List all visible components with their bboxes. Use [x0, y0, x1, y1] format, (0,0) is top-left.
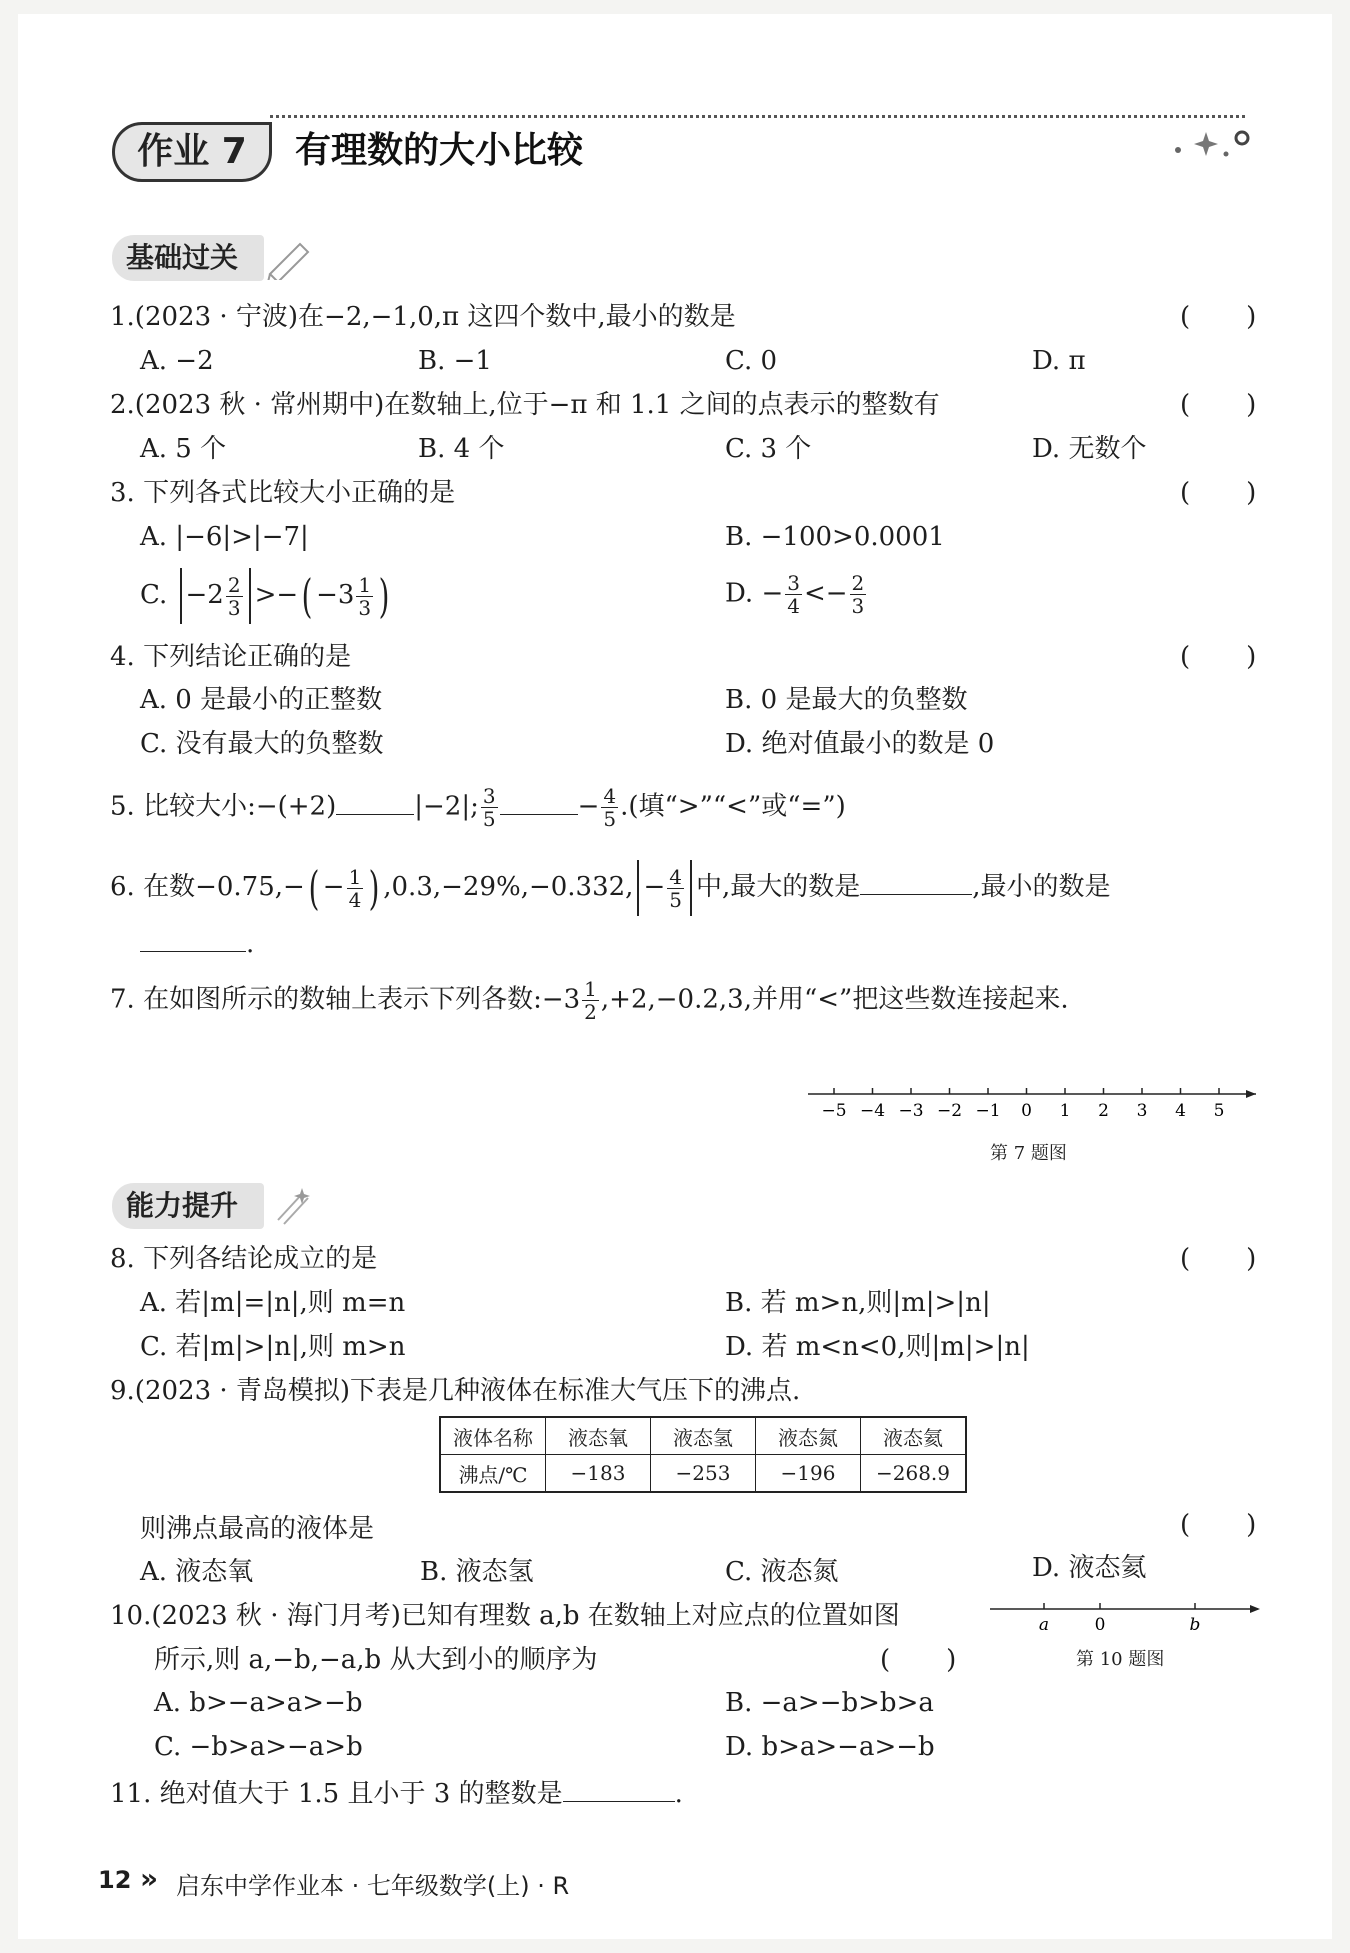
q3-option-b[interactable]: B. −100>0.0001	[725, 522, 945, 552]
q10-option-b[interactable]: B. −a>−b>b>a	[725, 1688, 934, 1718]
table-cell: −268.9	[861, 1455, 967, 1493]
number-line-tick-label: 2	[1098, 1101, 1109, 1121]
q6-line-2: .	[140, 925, 254, 961]
q7-number-line[interactable]	[808, 1080, 1268, 1130]
q9-boiling-point-table	[439, 1416, 967, 1493]
number-line-label: a	[1038, 1615, 1050, 1635]
q5-line: 5. 比较大小:−(+2) |−2|; $\frac{3}{5}$ − $\frac{4}{5}$ .(填“>”“<”或“=”)	[110, 784, 846, 831]
page-title: 有理数的大小比较	[295, 130, 584, 171]
q1-option-d[interactable]: D. π	[1032, 346, 1086, 376]
q2-option-a[interactable]: A. 5 个	[140, 434, 227, 464]
q10-caption: 第 10 题图	[1076, 1649, 1165, 1670]
expr: D. −	[725, 578, 784, 609]
q6-blank-max[interactable]	[860, 868, 972, 895]
q8-option-d[interactable]: D. 若 m<n<0,则|m|>|n|	[725, 1332, 1030, 1362]
q2-option-c[interactable]: C. 3 个	[725, 434, 812, 464]
paren-close: )	[1246, 642, 1257, 672]
paren-close: )	[1246, 1510, 1257, 1540]
q8-stem: 8. 下列各结论成立的是	[110, 1244, 378, 1274]
q10-number-line[interactable]	[990, 1598, 1270, 1638]
q4-option-c[interactable]: C. 没有最大的负整数	[140, 729, 384, 759]
expr: −3	[316, 580, 355, 610]
number-line-tick-label: −3	[898, 1101, 924, 1121]
paren-open: (	[1180, 302, 1191, 332]
expr: <−	[803, 578, 848, 609]
q3-answer-paren[interactable]	[1180, 476, 1256, 510]
table-cell: −253	[651, 1455, 756, 1493]
q8-option-b[interactable]: B. 若 m>n,则|m|>|n|	[725, 1288, 991, 1318]
page-number: 12	[98, 1866, 132, 1894]
q3-option-a[interactable]: A. |−6|>|−7|	[140, 522, 309, 552]
q6-line: 6. 在数−0.75,−( − $\frac{1}{4}$ ) ,0.3,−29%,−0.332, − $\frac{4}{5}$ 中,最大的数是 ,最小的数是	[110, 861, 1111, 915]
q4-stem: 4. 下列结论正确的是	[110, 642, 352, 672]
paren-close: )	[1246, 1244, 1257, 1274]
paren-open: (	[1180, 642, 1191, 672]
q4-option-b[interactable]: B. 0 是最大的负整数	[725, 685, 968, 715]
number-line-tick-label: 0	[1021, 1101, 1032, 1121]
section-advanced: 能力提升	[112, 1183, 264, 1229]
option-label: C.	[140, 580, 168, 610]
number-line-tick-label: 1	[1059, 1101, 1071, 1121]
number-line-tick-label: −1	[975, 1101, 1001, 1121]
q9-ask: 则沸点最高的液体是	[140, 1514, 375, 1544]
q9-option-a[interactable]: A. 液态氧	[140, 1557, 254, 1587]
q5-blank-2[interactable]	[500, 788, 578, 815]
paren-open: (	[1180, 390, 1191, 420]
paren-close: )	[1246, 478, 1257, 508]
paren-open: (	[880, 1645, 891, 1675]
book-title: 启东中学作业本 · 七年级数学(上) · R	[176, 1872, 570, 1900]
q8-option-c[interactable]: C. 若|m|>|n|,则 m>n	[140, 1332, 406, 1362]
table-cell: −196	[756, 1455, 861, 1493]
q3-option-c[interactable]: C. −2 $\frac{2}{3}$ >−( −3 $\frac{1}{3}$ )	[140, 569, 390, 623]
q9-option-c[interactable]: C. 液态氮	[725, 1557, 839, 1587]
q9-answer-paren[interactable]	[1180, 1508, 1256, 1542]
q10-stem-2: 所示,则 a,−b,−a,b 从大到小的顺序为	[154, 1645, 598, 1675]
paren-open: (	[1180, 1510, 1191, 1540]
q9-option-b[interactable]: B. 液态氢	[420, 1557, 534, 1587]
q7-caption: 第 7 题图	[990, 1143, 1067, 1164]
q5-blank-1[interactable]	[336, 788, 414, 815]
q2-stem: 2.(2023 秋 · 常州期中)在数轴上,位于−π 和 1.1 之间的点表示的整数有	[110, 390, 940, 420]
q4-option-d[interactable]: D. 绝对值最小的数是 0	[725, 729, 995, 759]
q10-option-c[interactable]: C. −b>a>−a>b	[154, 1732, 363, 1762]
q3-option-d[interactable]: D. − $\frac{3}{4}$ <− $\frac{2}{3}$	[725, 571, 865, 618]
q2-option-b[interactable]: B. 4 个	[418, 434, 505, 464]
table-row	[440, 1455, 966, 1493]
homework-badge: 作业 7	[112, 122, 272, 182]
q10-answer-paren[interactable]	[880, 1643, 956, 1677]
q1-stem: 1.(2023 · 宁波)在−2,−1,0,π 这四个数中,最小的数是	[110, 302, 736, 332]
q10-option-a[interactable]: A. b>−a>a>−b	[154, 1688, 363, 1718]
sparkle-trail-icon	[268, 1184, 316, 1228]
q10-stem-1: 10.(2023 秋 · 海门月考)已知有理数 a,b 在数轴上对应点的位置如图	[110, 1601, 900, 1631]
q2-answer-paren[interactable]	[1180, 388, 1256, 422]
q8-option-a[interactable]: A. 若|m|=|n|,则 m=n	[140, 1288, 406, 1318]
paren-open: (	[1180, 478, 1191, 508]
q2-option-d[interactable]: D. 无数个	[1032, 434, 1147, 464]
table-cell: 沸点/℃	[440, 1455, 546, 1493]
q4-option-a[interactable]: A. 0 是最小的正整数	[140, 685, 383, 715]
number-line-tick-label: −5	[821, 1101, 847, 1121]
table-cell: 液态氧	[546, 1417, 651, 1455]
q1-option-b[interactable]: B. −1	[418, 346, 492, 376]
number-line-tick-label: 4	[1175, 1101, 1186, 1121]
section-basic: 基础过关	[112, 235, 264, 281]
q9-stem: 9.(2023 · 青岛模拟)下表是几种液体在标准大气压下的沸点.	[110, 1376, 801, 1406]
number-line-tick-label: 3	[1136, 1101, 1148, 1121]
q1-option-a[interactable]: A. −2	[140, 346, 214, 376]
paren-close: )	[946, 1645, 957, 1675]
number-line-label: 0	[1094, 1615, 1106, 1635]
table-cell: 液态氮	[756, 1417, 861, 1455]
q10-option-d[interactable]: D. b>a>−a>−b	[725, 1732, 935, 1762]
q4-answer-paren[interactable]	[1180, 640, 1256, 674]
q9-option-d[interactable]: D. 液态氦	[1032, 1553, 1147, 1583]
q1-option-c[interactable]: C. 0	[725, 346, 778, 376]
expr: −2	[185, 580, 224, 610]
number-line-tick-label: −4	[859, 1101, 886, 1121]
table-cell: 液体名称	[440, 1417, 546, 1455]
number-line-tick-label: −2	[936, 1101, 963, 1121]
paren-open: (	[1180, 1244, 1191, 1274]
table-row	[440, 1417, 966, 1455]
table-cell: −183	[546, 1455, 651, 1493]
q6-blank-min[interactable]	[140, 925, 246, 952]
q3-stem: 3. 下列各式比较大小正确的是	[110, 478, 456, 508]
table-cell: 液态氢	[651, 1417, 756, 1455]
q7-line: 7. 在如图所示的数轴上表示下列各数:−3 $\frac{1}{2}$ ,+2,−0.2,3,并用“<”把这些数连接起来.	[110, 977, 1069, 1024]
table-cell: 液态氦	[861, 1417, 967, 1455]
paren-close: )	[1246, 390, 1257, 420]
pencil-icon	[264, 236, 312, 280]
paren-close: )	[1246, 302, 1257, 332]
q1-answer-paren[interactable]	[1180, 300, 1256, 334]
double-chevron-icon: »	[140, 1862, 159, 1895]
number-line-label: b	[1189, 1615, 1201, 1635]
sparkle-icon	[1170, 122, 1250, 162]
expr: >−	[254, 580, 299, 610]
q11-line: 11. 绝对值大于 1.5 且小于 3 的整数是 .	[110, 1775, 683, 1811]
q11-blank[interactable]	[563, 1775, 675, 1802]
number-line-tick-label: 5	[1213, 1101, 1225, 1121]
q8-answer-paren[interactable]	[1180, 1242, 1256, 1276]
